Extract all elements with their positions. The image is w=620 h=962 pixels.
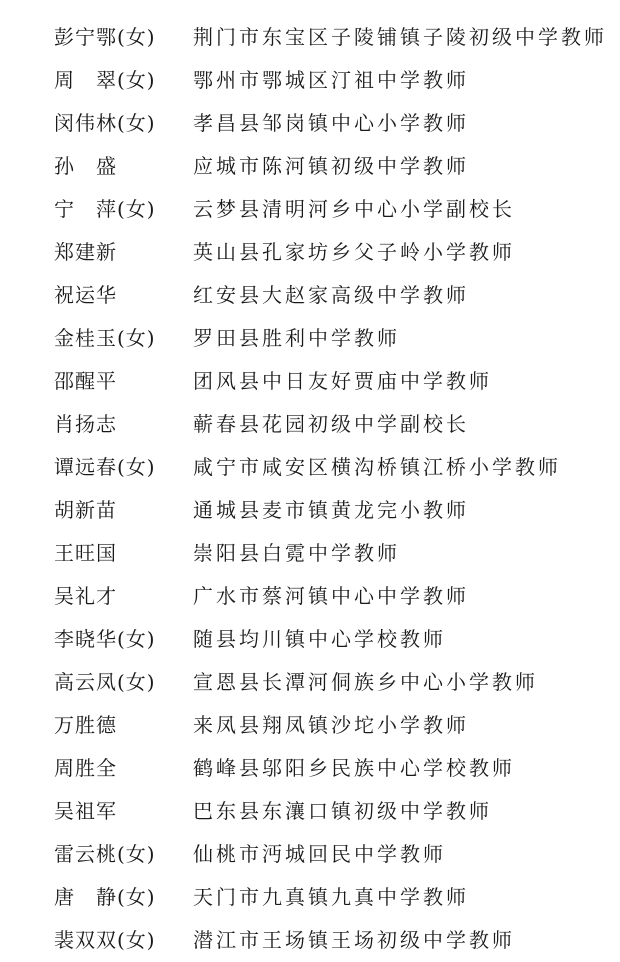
list-item <box>0 661 620 704</box>
list-item <box>0 59 620 102</box>
person-affiliation: 潜江市王场镇王场初级中学教师 <box>193 928 515 952</box>
person-affiliation: 咸宁市咸安区横沟桥镇江桥小学教师 <box>193 455 561 479</box>
list-item <box>0 532 620 575</box>
person-affiliation: 来凤县翔凤镇沙坨小学教师 <box>193 713 469 737</box>
person-name: 邵醒平 <box>54 369 117 393</box>
person-name: 谭远春(女) <box>54 455 156 479</box>
list-item <box>0 618 620 661</box>
person-name: 闵伟林(女) <box>54 111 156 135</box>
list-item <box>0 446 620 489</box>
person-name: 裴双双(女) <box>54 928 156 952</box>
list-item <box>0 188 620 231</box>
person-name: 高云凤(女) <box>54 670 156 694</box>
list-item <box>0 489 620 532</box>
list-item <box>0 231 620 274</box>
person-affiliation: 宣恩县长潭河侗族乡中心小学教师 <box>193 670 538 694</box>
list-item <box>0 274 620 317</box>
person-affiliation: 天门市九真镇九真中学教师 <box>193 885 469 909</box>
list-item <box>0 833 620 876</box>
person-name: 孙 盛 <box>54 154 117 178</box>
person-name: 李晓华(女) <box>54 627 156 651</box>
person-affiliation: 随县均川镇中心学校教师 <box>193 627 446 651</box>
person-name: 宁 萍(女) <box>54 197 156 221</box>
list-item <box>0 704 620 747</box>
person-affiliation: 英山县孔家坊乡父子岭小学教师 <box>193 240 515 264</box>
list-item <box>0 360 620 403</box>
person-name: 万胜德 <box>54 713 117 737</box>
list-item <box>0 876 620 919</box>
person-name: 彭宁鄂(女) <box>54 25 156 49</box>
list-item <box>0 575 620 618</box>
honoree-list <box>0 16 620 962</box>
list-item <box>0 403 620 446</box>
list-item <box>0 919 620 962</box>
person-affiliation: 蕲春县花园初级中学副校长 <box>193 412 469 436</box>
person-affiliation: 通城县麦市镇黄龙完小教师 <box>193 498 469 522</box>
person-affiliation: 孝昌县邹岗镇中心小学教师 <box>193 111 469 135</box>
person-affiliation: 鄂州市鄂城区汀祖中学教师 <box>193 68 469 92</box>
person-affiliation: 广水市蔡河镇中心中学教师 <box>193 584 469 608</box>
person-name: 郑建新 <box>54 240 117 264</box>
person-affiliation: 罗田县胜利中学教师 <box>193 326 400 350</box>
person-affiliation: 巴东县东瀼口镇初级中学教师 <box>193 799 492 823</box>
person-name: 金桂玉(女) <box>54 326 156 350</box>
person-name: 周 翠(女) <box>54 68 156 92</box>
person-affiliation: 仙桃市沔城回民中学教师 <box>193 842 446 866</box>
person-name: 周胜全 <box>54 756 117 780</box>
person-affiliation: 应城市陈河镇初级中学教师 <box>193 154 469 178</box>
person-name: 吴礼才 <box>54 584 117 608</box>
list-item <box>0 102 620 145</box>
person-name: 祝运华 <box>54 283 117 307</box>
list-item <box>0 16 620 59</box>
person-name: 胡新苗 <box>54 498 117 522</box>
person-affiliation: 鹤峰县邬阳乡民族中心学校教师 <box>193 756 515 780</box>
person-affiliation: 崇阳县白霓中学教师 <box>193 541 400 565</box>
list-item <box>0 145 620 188</box>
person-affiliation: 云梦县清明河乡中心小学副校长 <box>193 197 515 221</box>
person-name: 雷云桃(女) <box>54 842 156 866</box>
person-affiliation: 团风县中日友好贾庙中学教师 <box>193 369 492 393</box>
person-name: 吴祖军 <box>54 799 117 823</box>
person-name: 王旺国 <box>54 541 117 565</box>
person-name: 肖扬志 <box>54 412 117 436</box>
person-name: 唐 静(女) <box>54 885 156 909</box>
person-affiliation: 红安县大赵家高级中学教师 <box>193 283 469 307</box>
list-item <box>0 317 620 360</box>
list-item <box>0 790 620 833</box>
list-item <box>0 747 620 790</box>
person-affiliation: 荆门市东宝区子陵铺镇子陵初级中学教师 <box>193 25 607 49</box>
